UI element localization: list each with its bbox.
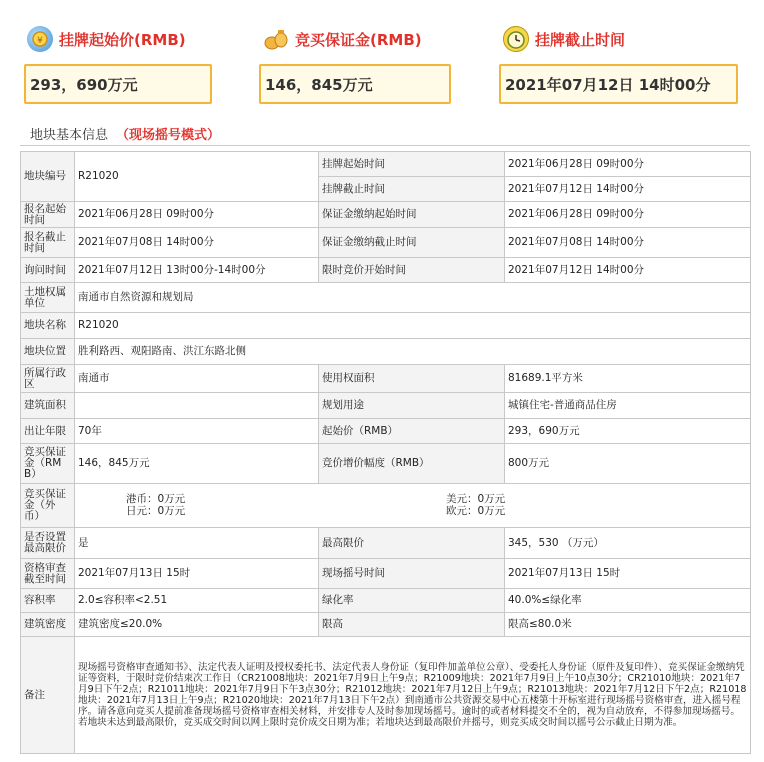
parcel-no-value: R21020 — [75, 152, 319, 202]
deposit-value: 146，845万元 — [259, 64, 451, 104]
dep-start-key: 保证金缴纳起始时间 — [319, 202, 505, 228]
money-bag-icon — [263, 26, 289, 52]
area-key: 使用权面积 — [319, 365, 505, 393]
has-max-key: 是否设置最高限价 — [21, 528, 75, 559]
fx-usd: 美元：0万元 — [446, 493, 506, 505]
table-row — [21, 589, 751, 613]
table-row — [21, 484, 751, 528]
table-row — [21, 444, 751, 484]
start-price-label: 挂牌起始价(RMB) — [59, 30, 186, 49]
deposit-key: 竞买保证金（RMB） — [21, 444, 75, 484]
limit-bid-value: 2021年07月12日 14时00分 — [505, 258, 751, 283]
density-value: 建筑密度≤20.0% — [75, 613, 319, 637]
fx-jpy: 日元：0万元 — [126, 505, 186, 517]
district-key: 所属行政区 — [21, 365, 75, 393]
owner-value: 南通市自然资源和规划局 — [75, 283, 751, 313]
section-title-text: 地块基本信息 — [30, 128, 109, 143]
far-key: 容积率 — [21, 589, 75, 613]
parcel-no-key: 地块编号 — [21, 152, 75, 202]
fx-deposit-value — [75, 484, 751, 528]
review-end-key: 资格审查截至时间 — [21, 559, 75, 589]
build-area-value — [75, 393, 319, 419]
dep-end-key: 保证金缴纳截止时间 — [319, 228, 505, 258]
location-value: 胜利路西、观阳路南、洪江东路北侧 — [75, 339, 751, 365]
table-row — [21, 559, 751, 589]
review-end-value: 2021年07月13日 15时 — [75, 559, 319, 589]
deadline-label: 挂牌截止时间 — [535, 30, 626, 49]
green-key: 绿化率 — [319, 589, 505, 613]
lottery-time-key: 现场摇号时间 — [319, 559, 505, 589]
deadline-header — [503, 26, 625, 52]
increment-key: 竞价增价幅度（RMB） — [319, 444, 505, 484]
use-key: 规划用途 — [319, 393, 505, 419]
svg-text:¥: ¥ — [37, 36, 43, 46]
reg-end-key: 报名截止时间 — [21, 228, 75, 258]
limit-bid-key: 限时竞价开始时间 — [319, 258, 505, 283]
table-row — [21, 202, 751, 228]
table-row — [21, 283, 751, 313]
table-row — [21, 152, 751, 177]
section-mode: （现场摇号模式） — [116, 128, 221, 143]
max-price-key: 最高限价 — [319, 528, 505, 559]
remark-value: 现场摇号资格审查通知书》、法定代表人证明及授权委托书、法定代表人身份证（复印件加盖单位公章）、受委托人身份证（原件及复印件）、竞买保证金缴纳凭证等资料，于限时竞价结束次工作日（CR21008地块：2021年7月9日上午9点；R21009地块：2021年7月9日上午10点30分；CR21010地块：2021年7月9日下午2点；R21011地块：2021年7月9日下午3点30分；R21012地块：2021年7月12日上午9点；R21013地块：2021年7月12日下午2点；R21018地块：2021年7月13日上午9点；R21020地块：2021年7月13日下午2点）到南通市公共资源交易中心五楼第十开标室进行现场摇号资格审查，进入摇号程序。请各意向竞买人提前准备现场摇号资格审查相关材料，并安排专人及时参加现场摇号。逾时的或者材料提交不全的，视为自动放弃，不得参加现场摇号。若地块未达到最高限价，竞买成交时间以网上限时竞价成交日期为准；若地块达到最高限价并摇号，则竞买成交时间以摇号公示截止日期为准。 — [75, 637, 751, 754]
use-value: 城镇住宅-普通商品住房 — [505, 393, 751, 419]
height-value: 限高≤80.0米 — [505, 613, 751, 637]
table-row — [21, 258, 751, 283]
table-row — [21, 419, 751, 444]
fx-deposit-key: 竞买保证金（外币） — [21, 484, 75, 528]
area-value: 81689.1平方米 — [505, 365, 751, 393]
increment-value: 800万元 — [505, 444, 751, 484]
start-price-header — [27, 26, 186, 52]
reg-start-key: 报名起始时间 — [21, 202, 75, 228]
height-key: 限高 — [319, 613, 505, 637]
far-value: 2.0≤容积率<2.51 — [75, 589, 319, 613]
table-row — [21, 228, 751, 258]
max-price-value: 345，530 （万元） — [505, 528, 751, 559]
district-value: 南通市 — [75, 365, 319, 393]
parcel-info-table — [20, 151, 751, 754]
listing-start-key: 挂牌起始时间 — [319, 152, 505, 177]
section-title — [30, 124, 220, 143]
deposit-label: 竞买保证金(RMB) — [295, 30, 422, 49]
term-value: 70年 — [75, 419, 319, 444]
table-row — [21, 528, 751, 559]
table-row — [21, 313, 751, 339]
dep-end-value: 2021年07月08日 14时00分 — [505, 228, 751, 258]
listing-start-value: 2021年06月28日 09时00分 — [505, 152, 751, 177]
reg-start-value: 2021年06月28日 09时00分 — [75, 202, 319, 228]
fx-eur: 欧元：0万元 — [446, 505, 506, 517]
green-value: 40.0%≤绿化率 — [505, 589, 751, 613]
density-key: 建筑密度 — [21, 613, 75, 637]
fx-hkd: 港币：0万元 — [126, 493, 186, 505]
start-price-value: 293，690万元 — [24, 64, 212, 104]
deposit-header — [263, 26, 422, 52]
alarm-clock-icon — [503, 26, 529, 52]
inquiry-key: 询问时间 — [21, 258, 75, 283]
location-key: 地块位置 — [21, 339, 75, 365]
table-row — [21, 613, 751, 637]
inquiry-value: 2021年07月12日 13时00分-14时00分 — [75, 258, 319, 283]
listing-end-value: 2021年07月12日 14时00分 — [505, 177, 751, 202]
remark-key: 备注 — [21, 637, 75, 754]
build-area-key: 建筑面积 — [21, 393, 75, 419]
coin-icon — [27, 26, 53, 52]
owner-key: 土地权属单位 — [21, 283, 75, 313]
table-row — [21, 365, 751, 393]
has-max-value: 是 — [75, 528, 319, 559]
table-row — [21, 339, 751, 365]
term-key: 出让年限 — [21, 419, 75, 444]
table-row — [21, 637, 751, 754]
lottery-time-value: 2021年07月13日 15时 — [505, 559, 751, 589]
table-row — [21, 393, 751, 419]
deposit-cell: 146，845万元 — [75, 444, 319, 484]
deadline-value: 2021年07月12日 14时00分 — [499, 64, 738, 104]
start-price-cell: 293，690万元 — [505, 419, 751, 444]
start-price-key: 起始价（RMB） — [319, 419, 505, 444]
dep-start-value: 2021年06月28日 09时00分 — [505, 202, 751, 228]
listing-end-key: 挂牌截止时间 — [319, 177, 505, 202]
section-divider — [20, 145, 750, 146]
reg-end-value: 2021年07月08日 14时00分 — [75, 228, 319, 258]
name-value: R21020 — [75, 313, 751, 339]
name-key: 地块名称 — [21, 313, 75, 339]
